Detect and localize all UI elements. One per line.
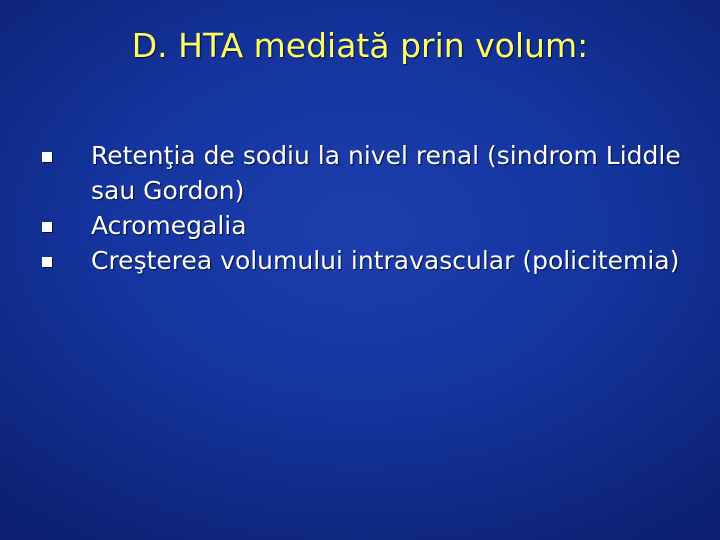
- bullet-list: [40, 138, 700, 278]
- slide-title: D. HTA mediată prin volum:: [131, 26, 589, 65]
- bullet-item: [40, 138, 700, 208]
- bullet-text: Retenţia de sodiu la nivel renal (sindrom Liddle sau Gordon): [91, 141, 681, 205]
- bullet-text: Creşterea volumului intravascular (policitemia): [91, 246, 680, 275]
- square-bullet-icon: [42, 257, 52, 267]
- bullet-text: Acromegalia: [91, 211, 247, 240]
- square-bullet-icon: [42, 222, 52, 232]
- square-bullet-icon: [42, 152, 52, 162]
- bullet-item: [40, 208, 700, 243]
- bullet-item: [40, 243, 700, 278]
